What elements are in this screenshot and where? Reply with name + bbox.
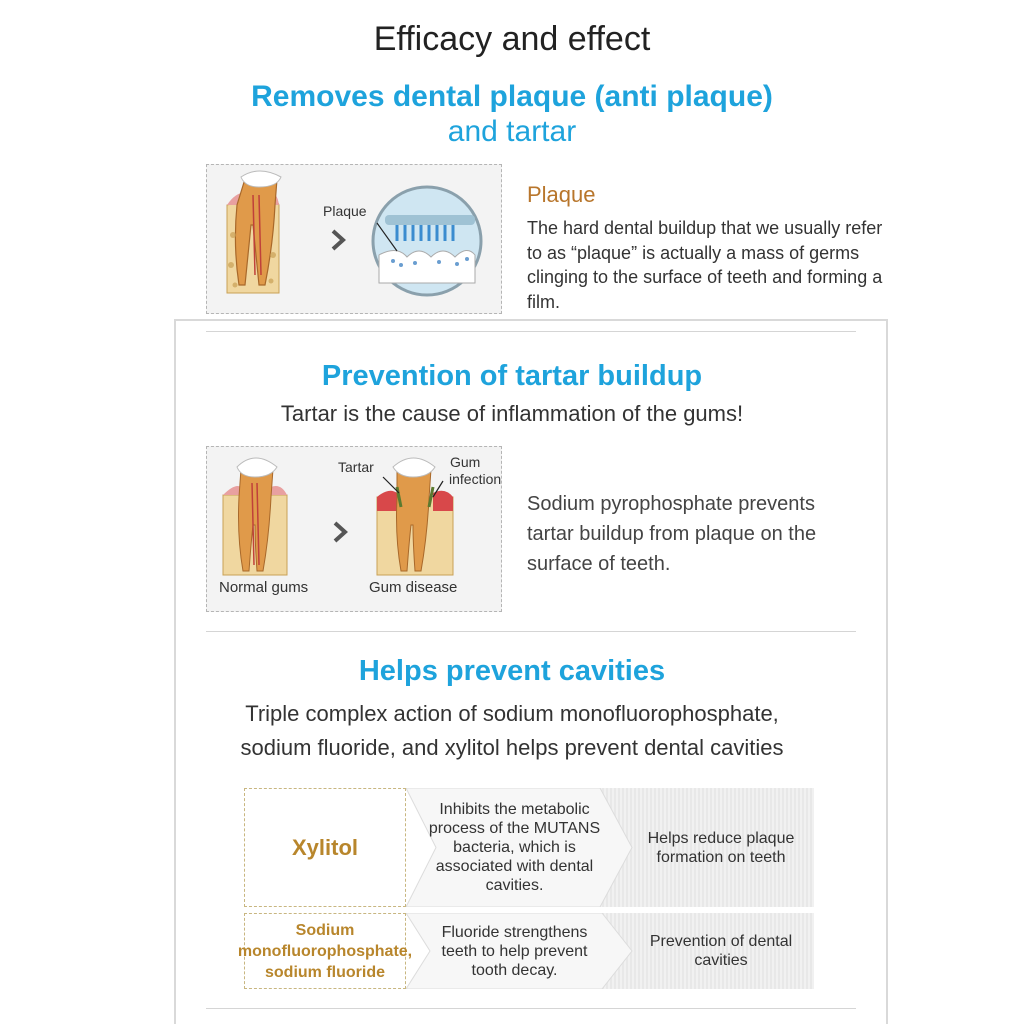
flow-ingredient: Sodium monofluorophosphate, sodium fluoride xyxy=(244,913,406,989)
divider xyxy=(206,631,856,632)
flow-row xyxy=(237,913,814,989)
flow-row xyxy=(244,788,814,907)
flow-ingredient: Xylitol xyxy=(244,788,406,907)
tartar-heading: Prevention of tartar buildup xyxy=(321,360,703,392)
cavity-subheading-line2: sodium fluoride, and xylitol helps prevent dental cavities xyxy=(240,735,784,760)
tartar-image-label: Tartar xyxy=(338,459,374,475)
cavity-heading: Helps prevent cavities xyxy=(358,655,666,687)
chevron-right-icon xyxy=(333,231,343,249)
flow-action: Inhibits the metabolic process of the MUTANS bacteria, which is associated with dental cavities. xyxy=(428,801,601,894)
normal-gums-label: Normal gums xyxy=(219,579,309,596)
plaque-illustration xyxy=(206,164,502,314)
divider xyxy=(206,1008,856,1009)
gum-infection-label-2: infection xyxy=(449,471,502,487)
flow-action: Fluoride strengthens teeth to help prevent tooth decay. xyxy=(441,923,588,979)
page-title: Efficacy and effect xyxy=(373,20,651,58)
plaque-term: Plaque xyxy=(527,182,596,207)
gum-disease-label: Gum disease xyxy=(369,579,458,596)
cavity-subheading-line1: Triple complex action of sodium monofluorophosphate, xyxy=(245,701,779,726)
cavity-subheading xyxy=(0,697,1024,765)
divider xyxy=(206,331,856,332)
gum-infection-label-1: Gum xyxy=(450,454,481,470)
tartar-illustration xyxy=(206,446,502,612)
tartar-subheading: Tartar is the cause of inflammation of the gums! xyxy=(280,401,744,426)
flow-result: Helps reduce plaque formation on teeth xyxy=(598,788,814,907)
tartar-description: Sodium pyrophosphate prevents tartar buildup from plaque on the surface of teeth. xyxy=(527,493,817,575)
plaque-description: The hard dental buildup that we usually refer to as “plaque” is actually a mass of germs clinging to the surface of teeth and forming a film. xyxy=(527,218,883,312)
plaque-image-label: Plaque xyxy=(323,203,367,219)
flow-result: Prevention of dental cavities xyxy=(598,913,814,989)
plaque-heading-line2: and tartar xyxy=(447,115,577,148)
chevron-right-icon xyxy=(335,523,345,541)
plaque-heading: Removes dental plaque (anti plaque) xyxy=(251,80,773,113)
tooth-illustration xyxy=(207,165,503,315)
